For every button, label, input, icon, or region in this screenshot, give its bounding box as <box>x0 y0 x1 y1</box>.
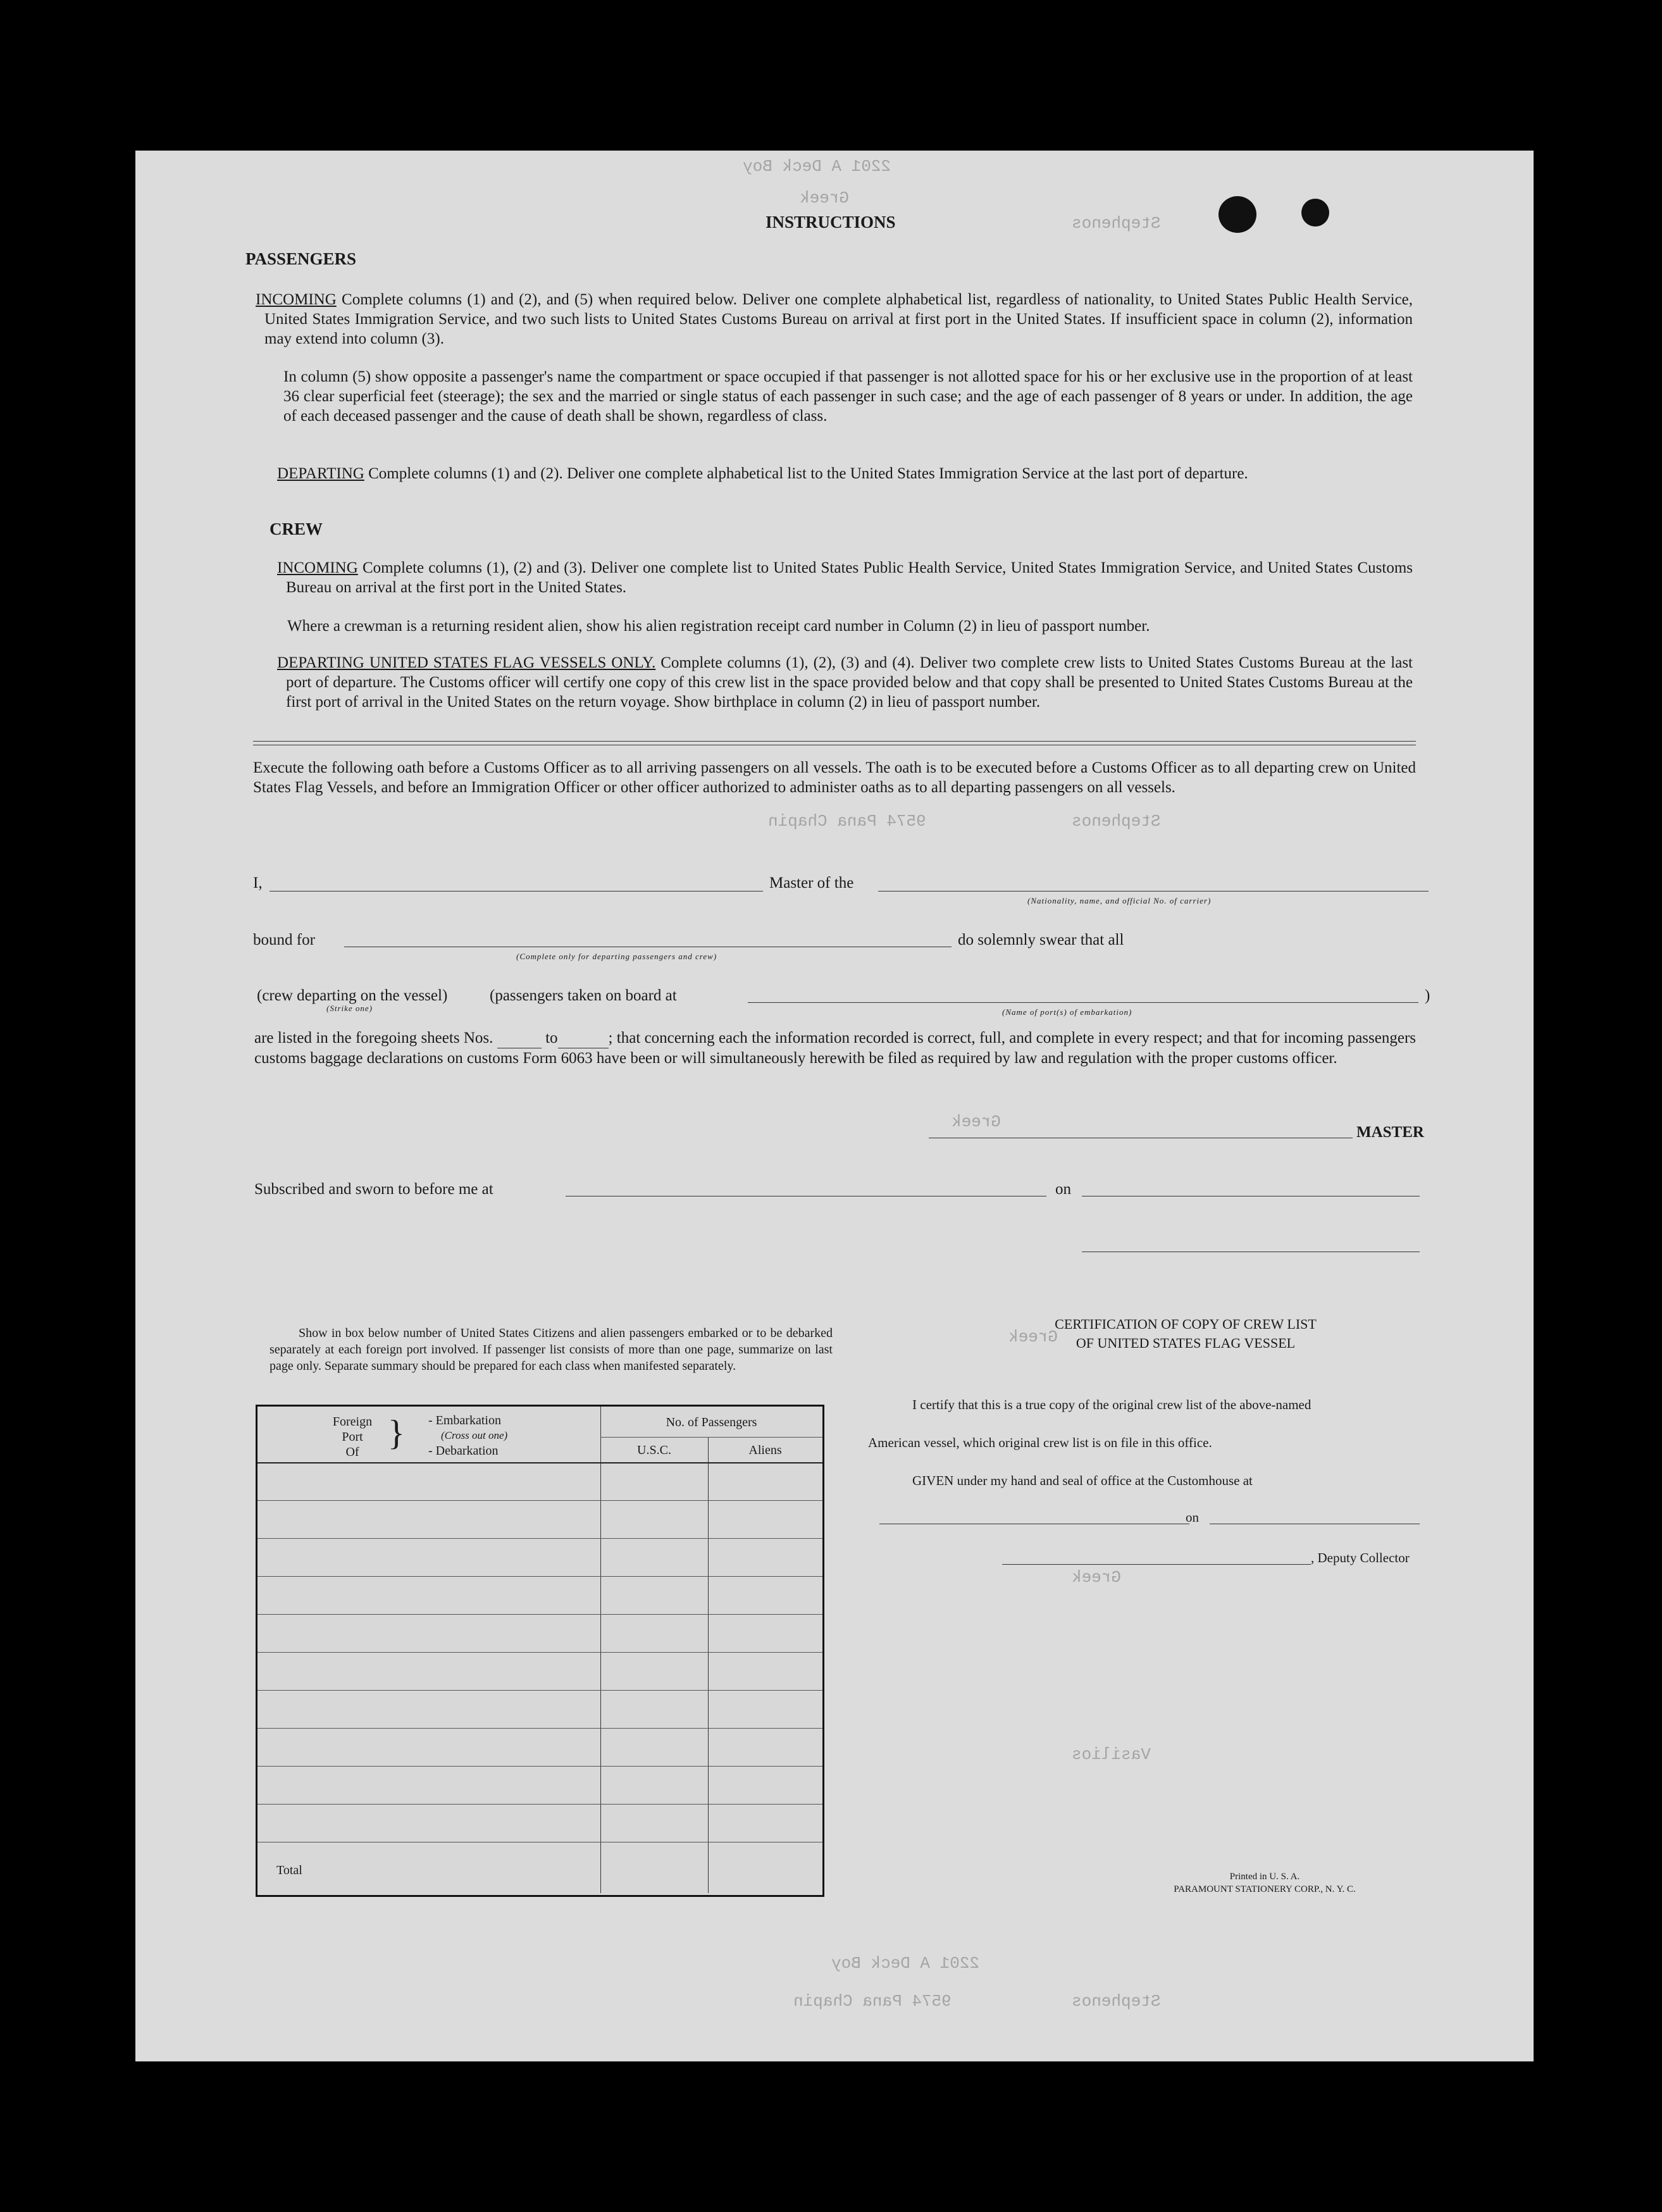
ports-hint: (Name of port(s) of embarkation) <box>1002 1007 1132 1017</box>
bleed-through-text: Stephenos <box>1072 1992 1161 2011</box>
subscribed-label: Subscribed and sworn to before me at <box>254 1181 493 1198</box>
bound-for-label: bound for <box>253 931 315 948</box>
given-text: GIVEN under my hand and seal of office at the Customhouse at <box>912 1473 1253 1488</box>
passengers-taken-label: (passengers taken on board at <box>490 987 677 1004</box>
table-row <box>257 1614 822 1615</box>
oath-i-label: I, <box>253 874 263 892</box>
bleed-through-text: Greek <box>1072 1568 1122 1587</box>
table-divider <box>600 1407 601 1893</box>
document-sheet <box>135 151 1534 2061</box>
table-header-divider <box>257 1462 822 1463</box>
crew-departing-label: DEPARTING UNITED STATES FLAG VESSELS ONLY. <box>277 654 656 671</box>
cert-on-label: on <box>1186 1510 1199 1525</box>
crew-departing-label: (crew departing on the vessel) <box>257 987 448 1004</box>
embark-debark-options: - Embarkation (Cross out one) - Debarkation <box>428 1414 508 1458</box>
printer-credit: Printed in U. S. A. PARAMOUNT STATIONERY CORP., N. Y. C. <box>1174 1872 1356 1894</box>
crew-incoming-label: INCOMING <box>277 559 358 576</box>
table-row <box>257 1652 822 1653</box>
table-row <box>257 1766 822 1767</box>
sheets-paragraph <box>254 1028 1416 1068</box>
deputy-collector-label: , Deputy Collector <box>1311 1550 1410 1565</box>
crew-incoming-text: Complete columns (1), (2) and (3). Deliver one complete list to United States Public Health Service, United States Immigration Service, and United States Customs Bureau on arrival at the first port in the United States. <box>286 559 1413 596</box>
bleed-through-text: 2201 A Deck Boy <box>831 1954 980 1973</box>
passengers-column5-paragraph: In column (5) show opposite a passenger's name the compartment or space occupied if that passenger is not allotted space for his or her exclusive use in the proportion of at least 36 clear superficial feet (steerage); the sex and the married or single status of each passenger in such case; and the age of each passenger of 8 years or under. In addition, the age of each deceased passenger and the cause of death shall be shown, regardless of class. <box>283 368 1413 425</box>
total-label: Total <box>276 1863 302 1877</box>
to-label: to <box>545 1029 558 1047</box>
table-divider <box>708 1437 709 1893</box>
crew-heading: CREW <box>270 519 323 538</box>
bleed-through-text: 2201 A Deck Boy <box>743 157 891 176</box>
crew-incoming-paragraph <box>277 558 1413 597</box>
sheet-to-field[interactable] <box>558 1028 609 1048</box>
passengers-incoming-text: Complete columns (1) and (2), and (5) when required below. Deliver one complete alphabetical list, regardless of nationality, to United States Public Health Service, United States Immigration Service, and two such lists to United States Customs Bureau on arrival at first port in the United States. If insufficient space in column (2), information may extend into column (3). <box>264 291 1413 347</box>
close-paren: ) <box>1425 987 1430 1004</box>
table-row <box>257 1500 822 1501</box>
page-title: INSTRUCTIONS <box>766 213 896 232</box>
section-divider <box>253 741 1416 745</box>
bleed-through-text: Stephenos <box>1072 214 1161 233</box>
passengers-incoming-label: INCOMING <box>256 291 337 308</box>
passenger-summary-table <box>256 1405 824 1897</box>
embarkation-ports-field[interactable] <box>748 1002 1418 1003</box>
certify-text: I certify that this is a true copy of the original crew list of the above-named <box>912 1397 1312 1412</box>
sworn-on-label: on <box>1055 1181 1071 1198</box>
bleed-through-text: Greek <box>1008 1327 1058 1346</box>
bleed-through-text: 9574 Pana Chapin <box>768 812 926 831</box>
sheet-from-field[interactable] <box>497 1028 542 1048</box>
col-usc-header: U.S.C. <box>637 1443 671 1457</box>
table-divider <box>600 1437 822 1438</box>
carrier-hint: (Nationality, name, and official No. of carrier) <box>1027 896 1212 905</box>
crew-departing-text: Complete columns (1), (2), (3) and (4). Deliver two complete crew lists to United States Customs Bureau at the last port of departure. The Customs officer will certify one copy of this crew list in the space provided below and that copy shall be presented to United States Customs Bureau at the first port of arrival in the United States on the return voyage. Show birthplace in column (2) in lieu of passport number. <box>286 654 1413 711</box>
passengers-heading: PASSENGERS <box>245 249 357 268</box>
bleed-through-text: Stephenos <box>1072 812 1161 831</box>
vessel-text: American vessel, which original crew list is on file in this office. <box>868 1435 1212 1450</box>
carrier-field[interactable] <box>878 891 1429 892</box>
col-passengers-header: No. of Passengers <box>666 1415 757 1429</box>
col-aliens-header: Aliens <box>748 1443 782 1457</box>
passengers-departing-paragraph <box>277 464 1413 483</box>
bleed-through-text: Vasilios <box>1072 1745 1151 1764</box>
col-port-header: Foreign Port Of <box>332 1415 373 1459</box>
table-row <box>257 1538 822 1539</box>
passengers-incoming-paragraph <box>256 290 1413 349</box>
certification-title: CERTIFICATION OF COPY OF CREW LIST OF UNITED STATES FLAG VESSEL <box>1055 1316 1317 1351</box>
bleed-through-text: Greek <box>800 189 850 208</box>
crew-resident-paragraph: Where a crewman is a returning resident alien, show his alien registration receipt card number in Column (2) in lieu of passport number. <box>287 618 1150 635</box>
master-label: MASTER <box>1356 1124 1424 1141</box>
bound-for-hint: (Complete only for departing passengers and crew) <box>516 952 717 961</box>
table-row <box>257 1576 822 1577</box>
punch-hole <box>1219 196 1256 233</box>
swear-label: do solemnly swear that all <box>958 931 1124 948</box>
bleed-through-text: Greek <box>952 1112 1002 1131</box>
crew-departing-paragraph <box>277 653 1413 712</box>
bleed-through-text: 9574 Pana Chapin <box>793 1992 952 2011</box>
master-name-field[interactable] <box>270 891 763 892</box>
passengers-departing-label: DEPARTING <box>277 465 364 482</box>
oath-intro: Execute the following oath before a Customs Officer as to all arriving passengers on all vessels. The oath is to be executed before a Customs Officer as to all departing crew on United States Flag Vessels, and before an Immigration Officer or other officer authorized to administer oaths as to all departing passengers on all vessels. <box>253 759 1416 796</box>
table-row <box>257 1690 822 1691</box>
master-of-label: Master of the <box>769 874 854 892</box>
sheets-rest: ; that concerning each the information recorded is correct, full, and complete in every respect; and that for incoming passengers customs baggage declarations on customs Form 6063 have been or will simultaneously herewith be filed as required by law and regulation with the proper customs officer. <box>254 1029 1417 1067</box>
strike-hint: (Strike one) <box>326 1003 373 1013</box>
brace-glyph: } <box>388 1414 405 1453</box>
sheets-label: are listed in the foregoing sheets Nos. <box>254 1029 493 1047</box>
table-row <box>257 1728 822 1729</box>
punch-hole <box>1301 199 1329 227</box>
table-row <box>257 1804 822 1805</box>
deputy-collector-field[interactable] <box>1002 1564 1311 1565</box>
summary-instruction: Show in box below number of United States Citizens and alien passengers embarked or to be debarked separately at each foreign port involved. If passenger list consists of more than one page, summarize on last page only. Separate summary should be prepared for each class when manifested separately. <box>270 1326 833 1373</box>
passengers-departing-text: Complete columns (1) and (2). Deliver one complete alphabetical list to the United States Immigration Service at the last port of departure. <box>368 465 1248 482</box>
